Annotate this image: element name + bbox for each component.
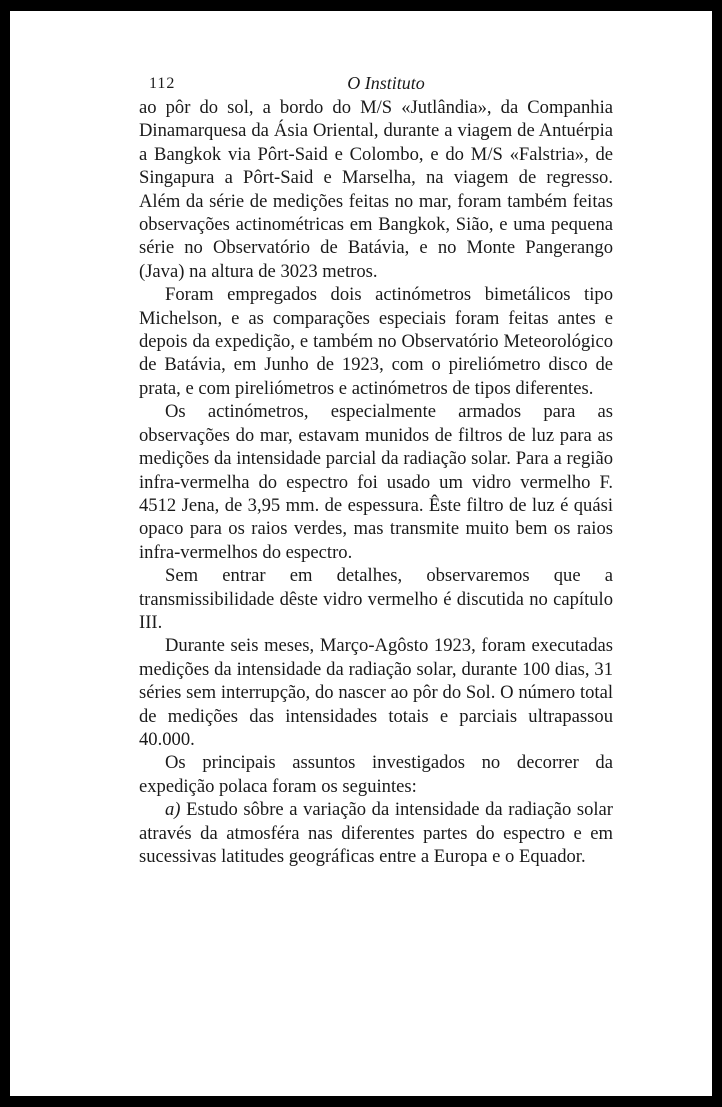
page-number: 112 — [149, 75, 176, 92]
paragraph-3: Os actinómetros, especialmente armados para as observações do mar, estavam munidos de filtros de luz para as medições da intensidade parcial da radiação solar. Para a região infra-vermelha do espectro foi usado um vidro vermelho F. 4512 Jena, de 3,95 mm. de espessura. Êste filtro de luz é quási opaco para os raios verdes, mas transmite muito bem os raios infra-vermelhos do espectro. — [139, 401, 613, 563]
list-item-a — [139, 798, 613, 868]
paragraph-5: Durante seis meses, Março-Agôsto 1923, foram executadas medições da intensidade da radiação solar, durante 100 dias, 31 séries sem interrupção, do nascer ao pôr do Sol. O número total de medições das intensidades totais e parciais ultrapassou 40.000. — [139, 635, 613, 750]
list-item-label: a) — [165, 799, 181, 821]
paragraph-1: ao pôr do sol, a bordo do M/S «Jutlândia», da Companhia Dinamarquesa da Ásia Oriental, durante a viagem de Antuérpia a Bangkok via Pôrt-Said e Colombo, e do M/S «Falstria», de Singapura a Pôrt-Said e Marselha, na viagem de regresso. Além da série de medições feitas no mar, foram também feitas observações actinométricas em Bangkok, Sião, e uma pequena série no Observatório de Batávia, e no Monte Pangerango (Java) na altura de 3023 metros. — [139, 97, 613, 282]
body-text — [139, 96, 613, 868]
paragraph-2: Foram empregados dois actinómetros bimetálicos tipo Michelson, e as comparações especiais foram feitas antes e depois da expedição, e também no Observatório Meteorológico de Batávia, em Junho de 1923, com o pireliómetro disco de prata, e com pireliómetros e actinómetros de tipos diferentes. — [139, 284, 613, 399]
page-header — [149, 73, 623, 97]
paragraph-6: Os principais assuntos investigados no decorrer da expedição polaca foram os seguintes: — [139, 752, 613, 797]
running-title: O Instituto — [347, 73, 425, 93]
paragraph-4: Sem entrar em detalhes, observaremos que a transmissibilidade dêste vidro vermelho é discutida no capítulo III. — [139, 565, 613, 633]
list-item-text: Estudo sôbre a variação da intensidade da radiação solar através da atmosféra nas diferentes partes do espectro e em sucessivas latitudes geográficas entre a Europa e o Equador. — [139, 799, 613, 867]
